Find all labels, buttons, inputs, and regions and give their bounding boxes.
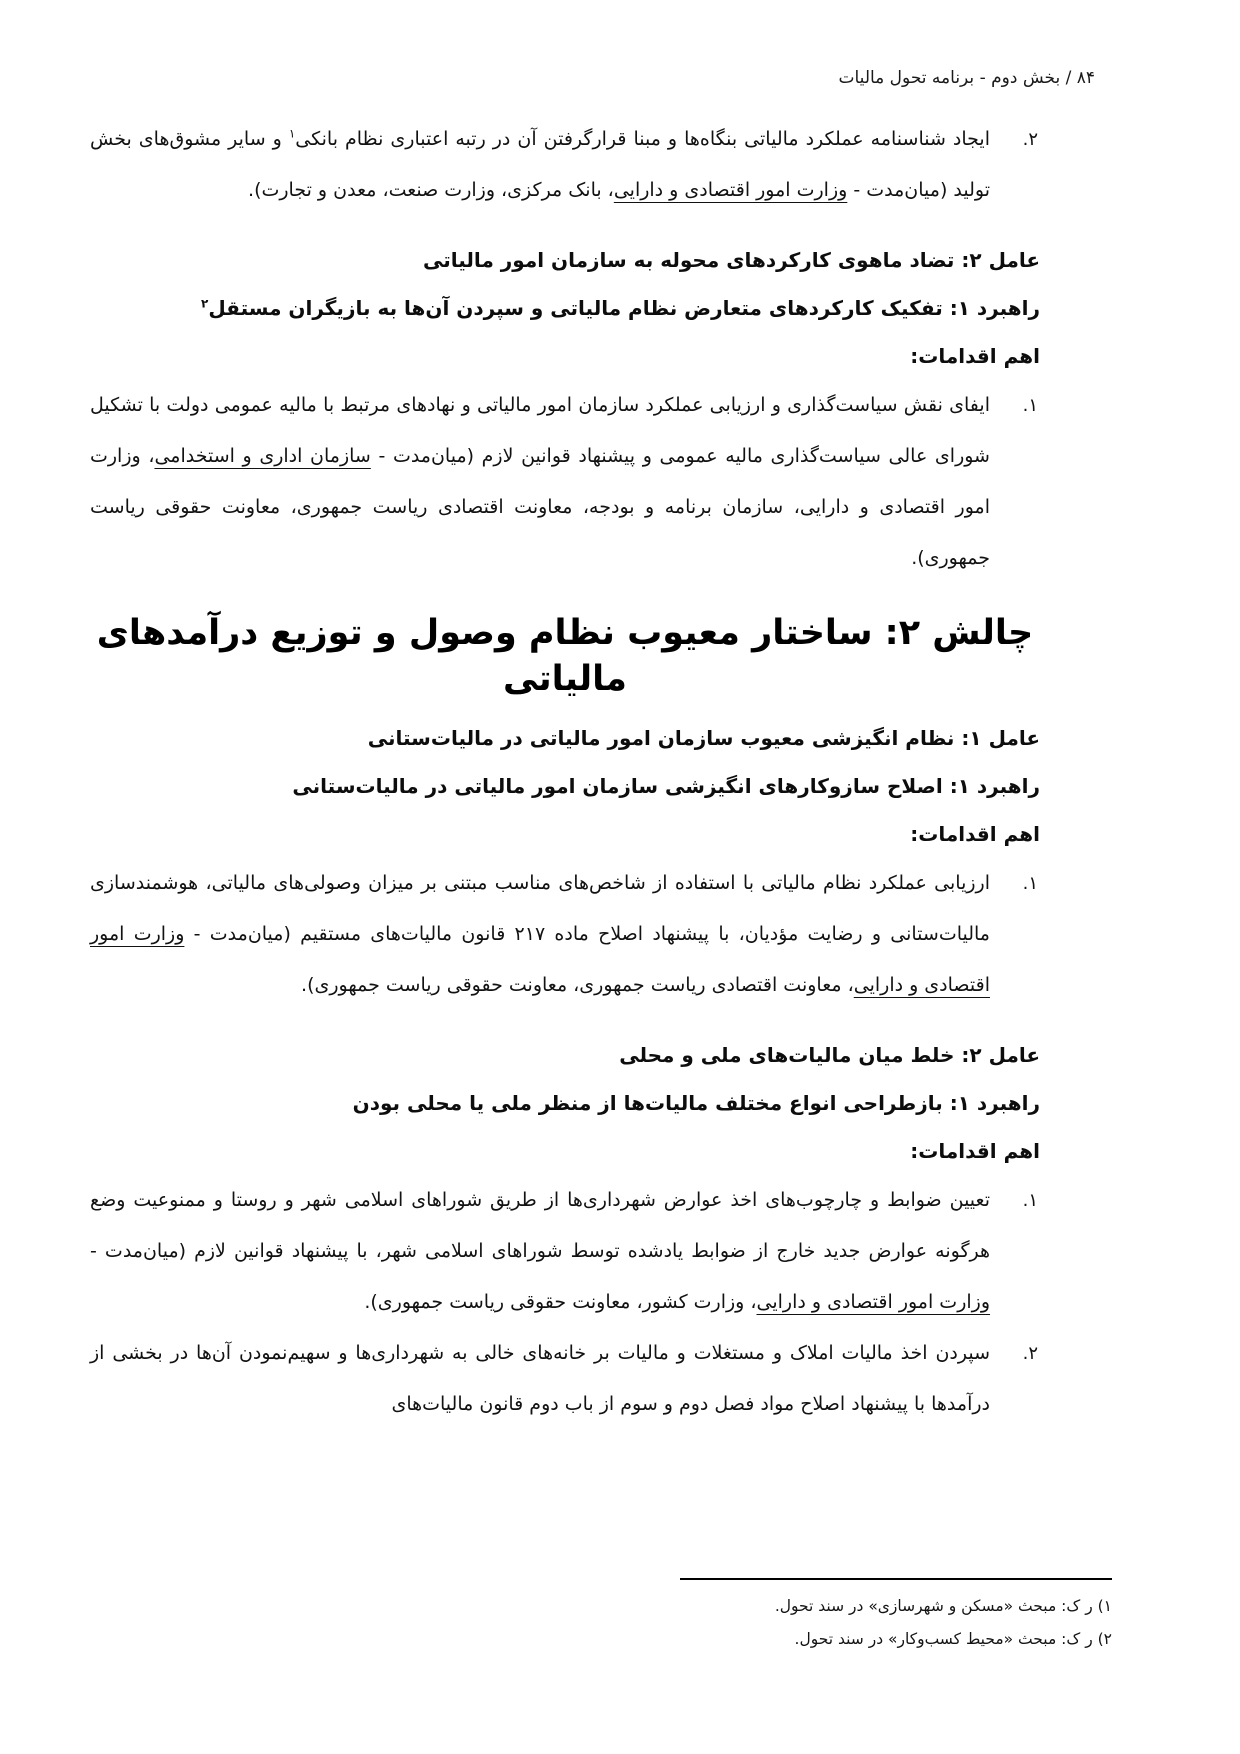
section-factor1-challenge2 (90, 714, 1040, 858)
list-item (90, 1175, 1040, 1328)
strategy-heading: راهبرد ۱: بازطراحی انواع مختلف مالیات‌ها از منظر ملی یا محلی بودن (352, 1091, 1040, 1115)
footnote-1: ۱) ر ک: مبحث «مسکن و شهرسازی» در سند تحول. (774, 1597, 1112, 1615)
list-item-text: ایفای نقش سیاست‌گذاری و ارزیابی عملکرد سازمان امور مالیاتی و نهادهای مرتبط با مالیه عمومی دولت با تشکیل شورای عالی سیاست‌گذاری مالیه عمومی و پیشنهاد قوانین لازم (میان‌مدت - سازمان اداری و استخدامی، وزارت امور اقتصادی و دارایی، سازمان برنامه و بودجه، معاونت اقتصادی ریاست جمهوری، معاونت حقوقی ریاست جمهوری). (90, 394, 990, 569)
footnote-2: ۲) ر ک: مبحث «محیط کسب‌وکار» در سند تحول. (794, 1630, 1112, 1648)
list-marker: ۲. (1022, 1343, 1038, 1364)
strategy-heading: راهبرد ۱: تفکیک کارکردهای متعارض نظام مالیاتی و سپردن آن‌ها به بازیگران مستقل$^۲$ (201, 296, 1040, 320)
list-marker: ۱. (1022, 1190, 1038, 1211)
actions-label: اهم اقدامات: (910, 822, 1040, 846)
factor-heading: عامل ۱: نظام انگیزشی معیوب سازمان امور مالیاتی در مالیات‌ستانی (367, 726, 1040, 750)
strategy-heading: راهبرد ۱: اصلاح سازوکارهای انگیزشی سازمان امور مالیاتی در مالیات‌ستانی (292, 774, 1040, 798)
section-factor2-challenge1 (90, 236, 1040, 380)
factor-heading: عامل ۲: تضاد ماهوی کارکردهای محوله به سازمان امور مالیاتی (423, 248, 1040, 272)
footnote-separator (680, 1578, 1112, 1580)
list-marker: ۱. (1022, 395, 1038, 416)
list-item (90, 1328, 1040, 1430)
actions-label: اهم اقدامات: (910, 344, 1040, 368)
list-marker: ۱. (1022, 873, 1038, 894)
list-item-text: سپردن اخذ مالیات املاک و مستغلات و مالیات بر خانه‌های خالی به شهرداری‌ها و سهیم‌نمودن آن‌ها در بخشی از درآمدها با پیشنهاد اصلاح مواد فصل دوم و سوم از باب دوم قانون مالیات‌های (90, 1342, 990, 1415)
list-item (90, 858, 1040, 1011)
section-factor2-challenge2 (90, 1031, 1040, 1175)
list-item (90, 114, 1040, 216)
actions-label: اهم اقدامات: (910, 1139, 1040, 1163)
list-marker: ۲. (1022, 129, 1038, 150)
list-item-text: ایجاد شناسنامه عملکرد مالیاتی بنگاه‌ها و مبنا قرارگرفتن آن در رتبه اعتباری نظام بانکی$^۱$ و سایر مشوق‌های بخش تولید (میان‌مدت - وزارت امور اقتصادی و دارایی، بانک مرکزی، وزارت صنعت، معدن و تجارت). (90, 126, 990, 201)
list-item (90, 380, 1040, 584)
factor-heading: عامل ۲: خلط میان مالیات‌های ملی و محلی (619, 1043, 1040, 1067)
list-item-text: تعیین ضوابط و چارچوب‌های اخذ عوارض شهرداری‌ها از طریق شوراهای اسلامی شهر و روستا و ممنوعیت وضع هرگونه عوارض جدید خارج از ضوابط یادشده توسط شوراهای اسلامی شهر، با پیشنهاد قوانین لازم (میان‌مدت - وزارت امور اقتصادی و دارایی، وزارت کشور، معاونت حقوقی ریاست جمهوری). (90, 1189, 990, 1313)
footnotes-area (100, 1578, 1112, 1656)
document-body (90, 114, 1040, 1430)
chapter-title: چالش ۲: ساختار معیوب نظام وصول و توزیع درآمدهای مالیاتی (96, 613, 1034, 699)
list-item-text: ارزیابی عملکرد نظام مالیاتی با استفاده از شاخص‌های مناسب مبتنی بر میزان وصولی‌های مالیاتی، هوشمندسازی مالیات‌ستانی و رضایت مؤدیان، با پیشنهاد اصلاح ماده ۲۱۷ قانون مالیات‌های مستقیم (میان‌مدت - وزارت امور اقتصادی و دارایی، معاونت اقتصادی ریاست جمهوری، معاونت حقوقی ریاست جمهوری). (90, 872, 990, 996)
running-header: ۸۴ / بخش دوم - برنامه تحول مالیات (838, 68, 1095, 88)
